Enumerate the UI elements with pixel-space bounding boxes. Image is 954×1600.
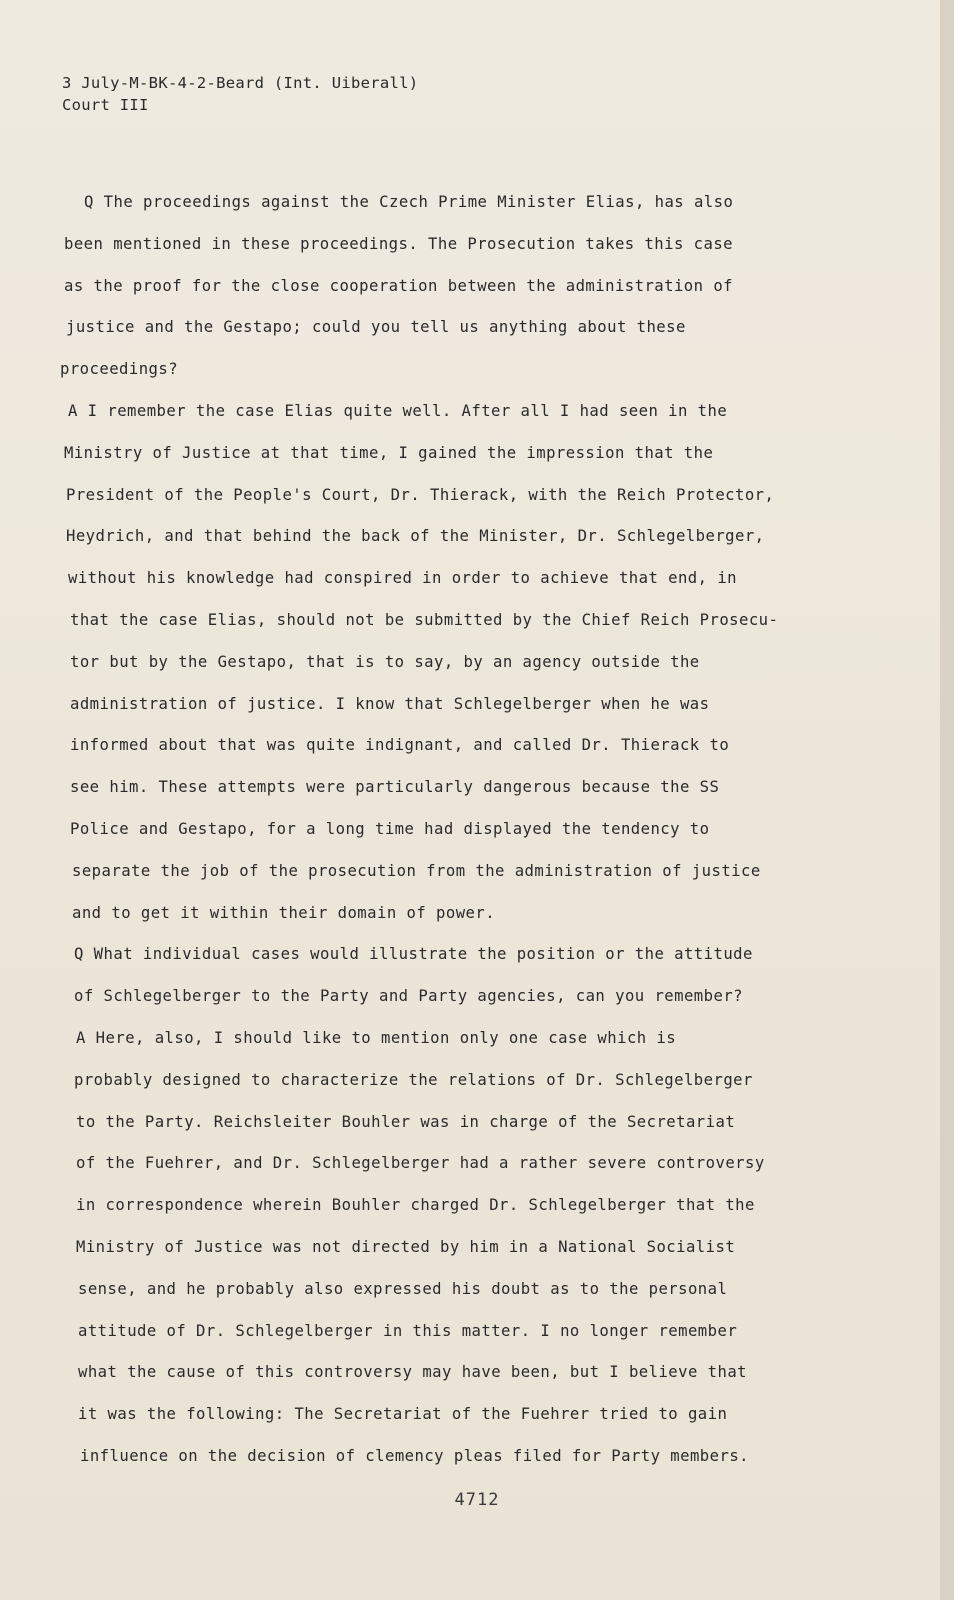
header-reference: 3 July-M-BK-4-2-Beard (Int. Uiberall) bbox=[62, 74, 419, 92]
header-court: Court III bbox=[62, 96, 149, 114]
transcript-line: administration of justice. I know that Schlegelberger when he was bbox=[70, 694, 710, 713]
transcript-line: Ministry of Justice was not directed by him in a National Socialist bbox=[76, 1237, 736, 1256]
transcript-line: of the Fuehrer, and Dr. Schlegelberger had a rather severe controversy bbox=[76, 1154, 765, 1173]
transcript-line: A I remember the case Elias quite well. After all I had seen in the bbox=[68, 401, 728, 420]
transcript-line: proceedings? bbox=[60, 360, 179, 379]
transcript-line: of Schlegelberger to the Party and Party agencies, can you remember? bbox=[74, 987, 743, 1006]
transcript-line: justice and the Gestapo; could you tell us anything about these bbox=[66, 318, 686, 337]
transcript-line: it was the following: The Secretariat of the Fuehrer tried to gain bbox=[78, 1405, 728, 1424]
transcript-line: and to get it within their domain of power. bbox=[72, 903, 496, 922]
transcript-line: President of the People's Court, Dr. Thierack, with the Reich Protector, bbox=[66, 485, 775, 504]
transcript-line: separate the job of the prosecution from the administration of justice bbox=[72, 861, 761, 880]
transcript-line: attitude of Dr. Schlegelberger in this matter. I no longer remember bbox=[78, 1321, 738, 1340]
transcript-line: Police and Gestapo, for a long time had displayed the tendency to bbox=[70, 819, 710, 838]
transcript-line: probably designed to characterize the relations of Dr. Schlegelberger bbox=[74, 1070, 753, 1089]
transcript-line: A Here, also, I should like to mention only one case which is bbox=[76, 1028, 677, 1047]
transcript-line: in correspondence wherein Bouhler charged Dr. Schlegelberger that the bbox=[76, 1196, 755, 1215]
transcript-line: informed about that was quite indignant, and called Dr. Thierack to bbox=[70, 736, 730, 755]
transcript-line: to the Party. Reichsleiter Bouhler was in charge of the Secretariat bbox=[76, 1112, 736, 1131]
transcript-line: what the cause of this controversy may have been, but I believe that bbox=[78, 1363, 747, 1382]
transcript-line: Q What individual cases would illustrate the position or the attitude bbox=[74, 945, 753, 964]
transcript-body bbox=[60, 190, 824, 1486]
transcript-line: tor but by the Gestapo, that is to say, by an agency outside the bbox=[70, 652, 700, 671]
document-header bbox=[62, 72, 418, 116]
transcript-line: as the proof for the close cooperation between the administration of bbox=[64, 276, 733, 295]
transcript-line: sense, and he probably also expressed his doubt as to the personal bbox=[78, 1279, 728, 1298]
page-edge bbox=[940, 0, 954, 1600]
page-number: 4712 bbox=[454, 1490, 500, 1510]
transcript-line: Heydrich, and that behind the back of the Minister, Dr. Schlegelberger, bbox=[66, 527, 765, 546]
transcript-line: without his knowledge had conspired in order to achieve that end, in bbox=[68, 569, 737, 588]
transcript-line: see him. These attempts were particularly dangerous because the SS bbox=[70, 778, 720, 797]
transcript-line: been mentioned in these proceedings. The Prosecution takes this case bbox=[64, 234, 733, 253]
transcript-line: that the case Elias, should not be submitted by the Chief Reich Prosecu- bbox=[70, 610, 779, 629]
transcript-line: influence on the decision of clemency pleas filed for Party members. bbox=[80, 1446, 749, 1465]
transcript-line: Q The proceedings against the Czech Prime Minister Elias, has also bbox=[84, 193, 734, 211]
transcript-line: Ministry of Justice at that time, I gained the impression that the bbox=[64, 443, 714, 462]
